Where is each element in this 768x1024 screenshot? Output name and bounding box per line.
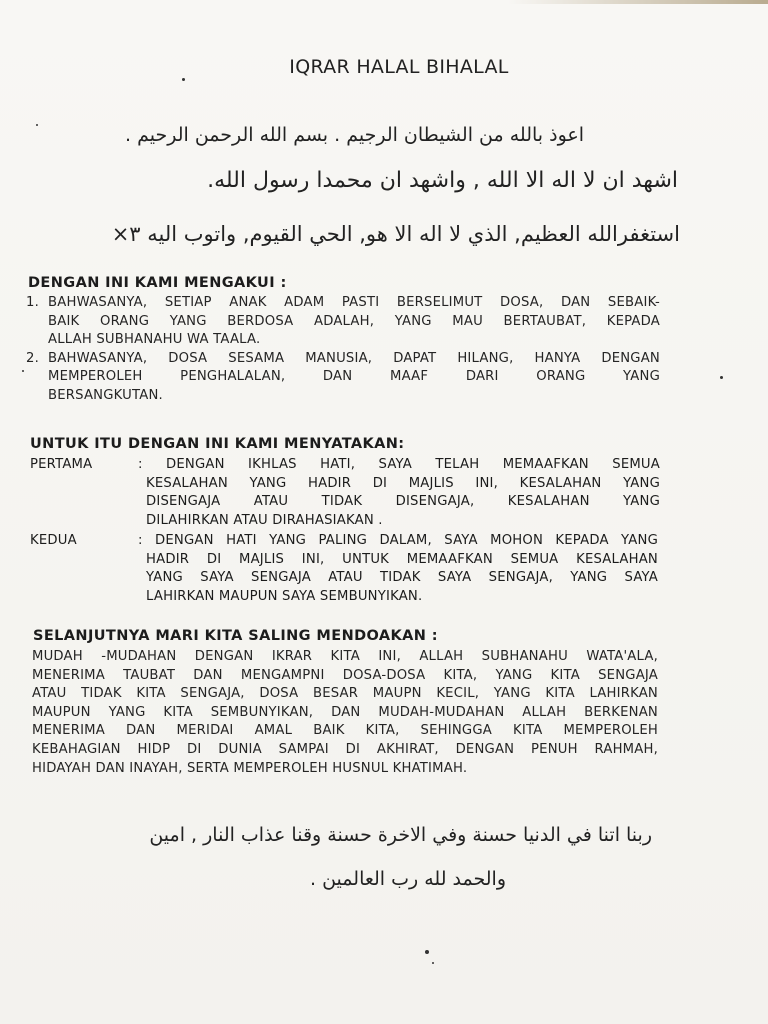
arabic-istighfar: استغفرالله العظيم, الذي لا اله الا هو, الحي القيوم, واتوب اليه ٣×: [111, 222, 680, 246]
statement-line: DISENGAJA ATAU TIDAK DISENGAJA, KESALAHAN YANG: [146, 494, 660, 510]
list-item-line: BAIK ORANG YANG BERDOSA ADALAH, YANG MAU BERTAUBAT, KEPADA: [48, 313, 660, 329]
arabic-hamdalah: والحمد لله رب العالمين .: [310, 868, 506, 890]
list-item-line: ALLAH SUBHANAHU WA TAALA.: [48, 332, 261, 348]
paragraph-line: HIDAYAH DAN INAYAH, SERTA MEMPEROLEH HUSNUL KHATIMAH.: [32, 760, 468, 776]
list-item-line: BAHWASANYA, DOSA SESAMA MANUSIA, DAPAT HILANG, HANYA DENGAN: [48, 350, 660, 366]
statement-text-pertama: [138, 456, 660, 530]
section-heading-mendoakan: SELANJUTNYA MARI KITA SALING MENDOAKAN :: [33, 628, 438, 644]
list-item-line: BERSANGKUTAN.: [48, 387, 163, 403]
list-item-number: 2.: [26, 350, 39, 366]
scan-speck: [22, 370, 24, 372]
statement-line: HADIR DI MAJLIS INI, UNTUK MEMAAFKAN SEMUA KESALAHAN: [146, 551, 658, 567]
statement-line: YANG SAYA SENGAJA ATAU TIDAK SAYA SENGAJA, YANG SAYA: [146, 570, 658, 586]
statement-line: LAHIRKAN MAUPUN SAYA SEMBUNYIKAN.: [146, 588, 423, 604]
list-item-number: 1.: [26, 295, 39, 310]
scan-speck: [432, 962, 434, 964]
statement-line: DILAHIRKAN ATAU DIRAHASIAKAN .: [146, 512, 383, 528]
paragraph-line: KEBAHAGIAN HIDP DI DUNIA SAMPAI DI AKHIRAT, DENGAN PENUH RAHMAH,: [32, 741, 658, 757]
list-item: [26, 350, 660, 406]
statement-label-kedua: KEDUA: [30, 533, 77, 548]
scan-speck: [720, 376, 723, 379]
scan-speck: [425, 950, 429, 954]
statement-line: : DENGAN IKHLAS HATI, SAYA TELAH MEMAAFKAN SEMUA: [138, 457, 660, 472]
paragraph-line: ATAU TIDAK KITA SENGAJA, DOSA BESAR MAUPN KECIL, YANG KITA LAHIRKAN: [32, 686, 658, 702]
arabic-syahadat: اشهد ان لا اله الا الله , واشهد ان محمدا رسول الله.: [207, 168, 678, 193]
list-item-line: BAHWASANYA, SETIAP ANAK ADAM PASTI BERSELIMUT DOSA, DAN SEBAIK-: [48, 295, 660, 310]
document-title: IQRAR HALAL BIHALAL: [289, 56, 509, 78]
arabic-closing-prayer: ربنا اتنا في الدنيا حسنة وفي الاخرة حسنة وقنا عذاب النار , امين: [149, 824, 652, 846]
section-heading-menyatakan: UNTUK ITU DENGAN INI KAMI MENYATAKAN:: [30, 436, 405, 452]
section-heading-mengakui: DENGAN INI KAMI MENGAKUI :: [28, 275, 287, 291]
paragraph-line: MAUPUN YANG KITA SEMBUNYIKAN, DAN MUDAH-MUDAHAN ALLAH BERKENAN: [32, 704, 658, 720]
paragraph-line: MENERIMA TAUBAT DAN MENGAMPNI DOSA-DOSA KITA, YANG KITA SENGAJA: [32, 667, 658, 683]
list-item-line: MEMPEROLEH PENGHALALAN, DAN MAAF DARI ORANG YANG: [48, 369, 660, 385]
statement-line: KESALAHAN YANG HADIR DI MAJLIS INI, KESALAHAN YANG: [146, 475, 660, 491]
list-item: [26, 294, 660, 350]
paragraph-line: MENERIMA DAN MERIDAI AMAL BAIK KITA, SEHINGGA KITA MEMPEROLEH: [32, 723, 658, 739]
statement-text-kedua: [138, 532, 658, 606]
acknowledgement-list: [26, 294, 660, 406]
prayer-paragraph: [32, 648, 658, 778]
scan-speck: [182, 78, 185, 81]
statement-label-pertama: PERTAMA: [30, 457, 93, 472]
paragraph-line: MUDAH -MUDAHAN DENGAN IKRAR KITA INI, ALLAH SUBHANAHU WATA'ALA,: [32, 649, 658, 664]
arabic-taawudz-basmalah: اعوذ بالله من الشيطان الرجيم . بسم الله الرحمن الرحيم .: [125, 124, 584, 146]
statement-line: : DENGAN HATI YANG PALING DALAM, SAYA MOHON KEPADA YANG: [138, 533, 658, 548]
paper-edge: [508, 0, 768, 4]
scan-speck: [36, 124, 38, 126]
